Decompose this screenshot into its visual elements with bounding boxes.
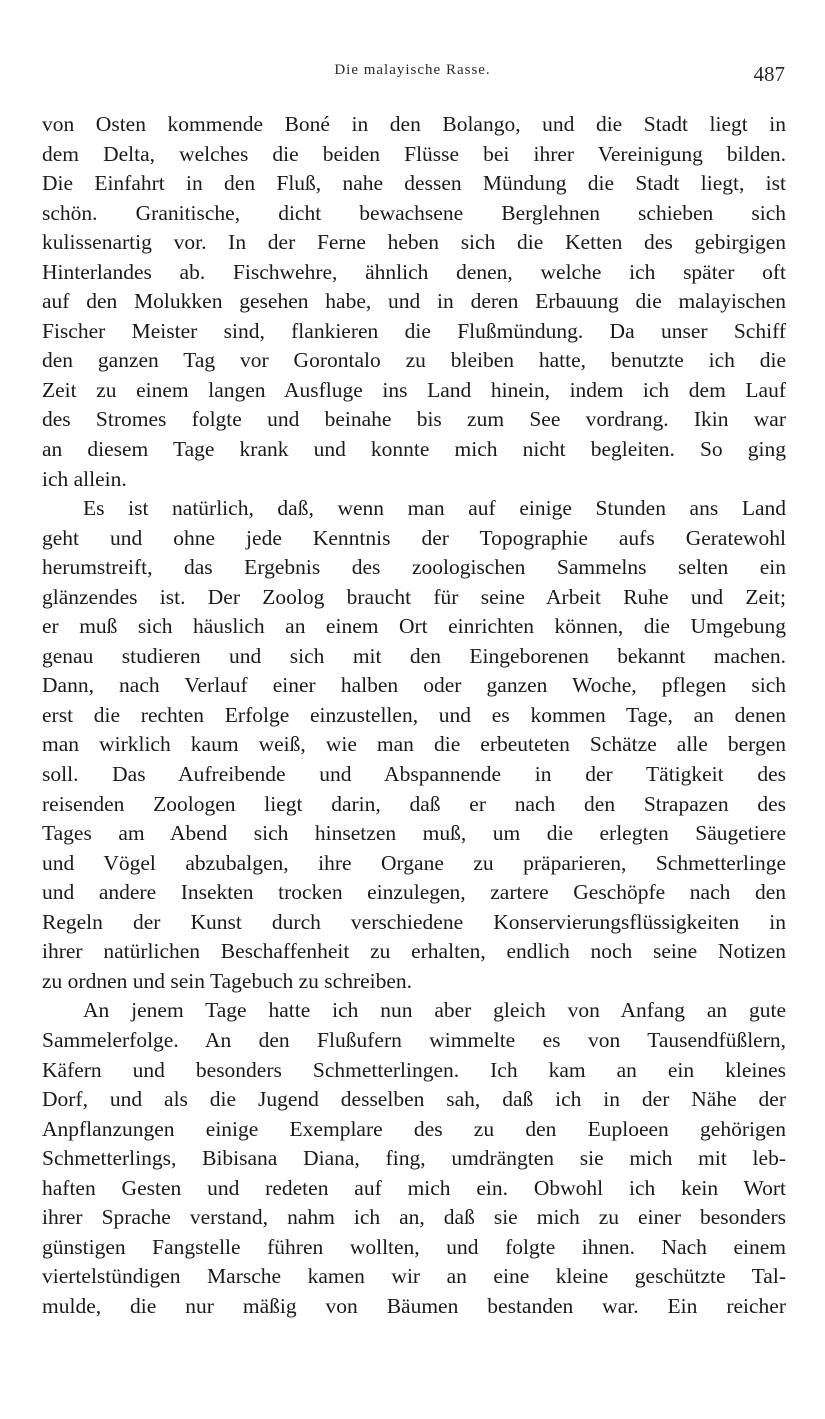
text-line: Schmetterlings, Bibisana Diana, fing, umdrängten sie mich mit leb- xyxy=(42,1146,786,1171)
text-line: viertelstündigen Marsche kamen wir an eine kleine geschützte Tal- xyxy=(42,1264,786,1289)
text-line: des Stromes folgte und beinahe bis zum See vordrang. Ikin war xyxy=(42,407,786,432)
text-line: geht und ohne jede Kenntnis der Topographie aufs Geratewohl xyxy=(42,525,786,550)
text-line: haften Gesten und redeten auf mich ein. Obwohl ich kein Wort xyxy=(42,1175,786,1200)
text-line: Zeit zu einem langen Ausfluge ins Land hinein, indem ich dem Lauf xyxy=(42,377,786,402)
text-line: genau studieren und sich mit den Eingeborenen bekannt machen. xyxy=(42,643,786,668)
text-line: den ganzen Tag vor Gorontalo zu bleiben hatte, benutzte ich die xyxy=(42,348,786,373)
text-line: günstigen Fangstelle führen wollten, und folgte ihnen. Nach einem xyxy=(42,1234,786,1259)
text-line: ihrer natürlichen Beschaffenheit zu erhalten, endlich noch seine Notizen xyxy=(42,939,786,964)
running-title: Die malayische Rasse. xyxy=(334,62,491,78)
text-line: man wirklich kaum weiß, wie man die erbeuteten Schätze alle bergen xyxy=(42,732,786,757)
page-number: 487 xyxy=(753,62,785,86)
text-line: soll. Das Aufreibende und Abspannende in der Tätigkeit des xyxy=(42,762,786,787)
paragraph-start-line: Es ist natürlich, daß, wenn man auf einige Stunden ans Land xyxy=(83,496,786,521)
paragraph-end-line: ich allein. xyxy=(42,466,127,491)
text-line: an diesem Tage krank und konnte mich nicht begleiten. So ging xyxy=(42,437,786,462)
text-line: glänzendes ist. Der Zoolog braucht für seine Arbeit Ruhe und Zeit; xyxy=(42,584,786,609)
body-text xyxy=(42,110,786,1321)
text-line: Hinterlandes ab. Fischwehre, ähnlich denen, welche ich später oft xyxy=(42,259,786,284)
paragraph-end-line: zu ordnen und sein Tagebuch zu schreiben. xyxy=(42,968,413,993)
text-line: dem Delta, welches die beiden Flüsse bei ihrer Vereinigung bilden. xyxy=(42,141,786,166)
text-line: Regeln der Kunst durch verschiedene Konservierungsflüssigkeiten in xyxy=(42,909,786,934)
text-line: Fischer Meister sind, flankieren die Flußmündung. Da unser Schiff xyxy=(42,318,786,343)
text-line: Dann, nach Verlauf einer halben oder ganzen Woche, pflegen sich xyxy=(42,673,786,698)
text-line: Käfern und besonders Schmetterlingen. Ich kam an ein kleines xyxy=(42,1057,786,1082)
text-line: Sammelerfolge. An den Flußufern wimmelte es von Tausendfüßlern, xyxy=(42,1027,786,1052)
text-line: und Vögel abzubalgen, ihre Organe zu präparieren, Schmetterlinge xyxy=(42,850,786,875)
text-line: kulissenartig vor. In der Ferne heben sich die Ketten des gebirgigen xyxy=(42,230,786,255)
text-line: von Osten kommende Boné in den Bolango, und die Stadt liegt in xyxy=(42,112,786,136)
text-line: erst die rechten Erfolge einzustellen, und es kommen Tage, an denen xyxy=(42,702,786,727)
text-line: schön. Granitische, dicht bewachsene Berglehnen schieben sich xyxy=(42,200,786,225)
paragraph-start-line: An jenem Tage hatte ich nun aber gleich von Anfang an gute xyxy=(83,998,786,1023)
text-line: ihrer Sprache verstand, nahm ich an, daß sie mich zu einer besonders xyxy=(42,1205,786,1230)
text-line: reisenden Zoologen liegt darin, daß er nach den Strapazen des xyxy=(42,791,786,816)
text-line: Die Einfahrt in den Fluß, nahe dessen Mündung die Stadt liegt, ist xyxy=(42,171,786,196)
text-line: er muß sich häuslich an einem Ort einrichten können, die Umgebung xyxy=(42,614,786,639)
text-line: mulde, die nur mäßig von Bäumen bestanden war. Ein reicher xyxy=(42,1293,786,1318)
text-line: und andere Insekten trocken einzulegen, zartere Geschöpfe nach den xyxy=(42,880,786,905)
text-line: herumstreift, das Ergebnis des zoologischen Sammelns selten ein xyxy=(42,555,786,580)
text-line: auf den Molukken gesehen habe, und in deren Erbauung die malayischen xyxy=(42,289,786,314)
text-line: Tages am Abend sich hinsetzen muß, um die erlegten Säugetiere xyxy=(42,821,786,846)
text-line: Dorf, und als die Jugend desselben sah, daß ich in der Nähe der xyxy=(42,1087,786,1112)
text-line: Anpflanzungen einige Exemplare des zu den Euploeen gehörigen xyxy=(42,1116,786,1141)
